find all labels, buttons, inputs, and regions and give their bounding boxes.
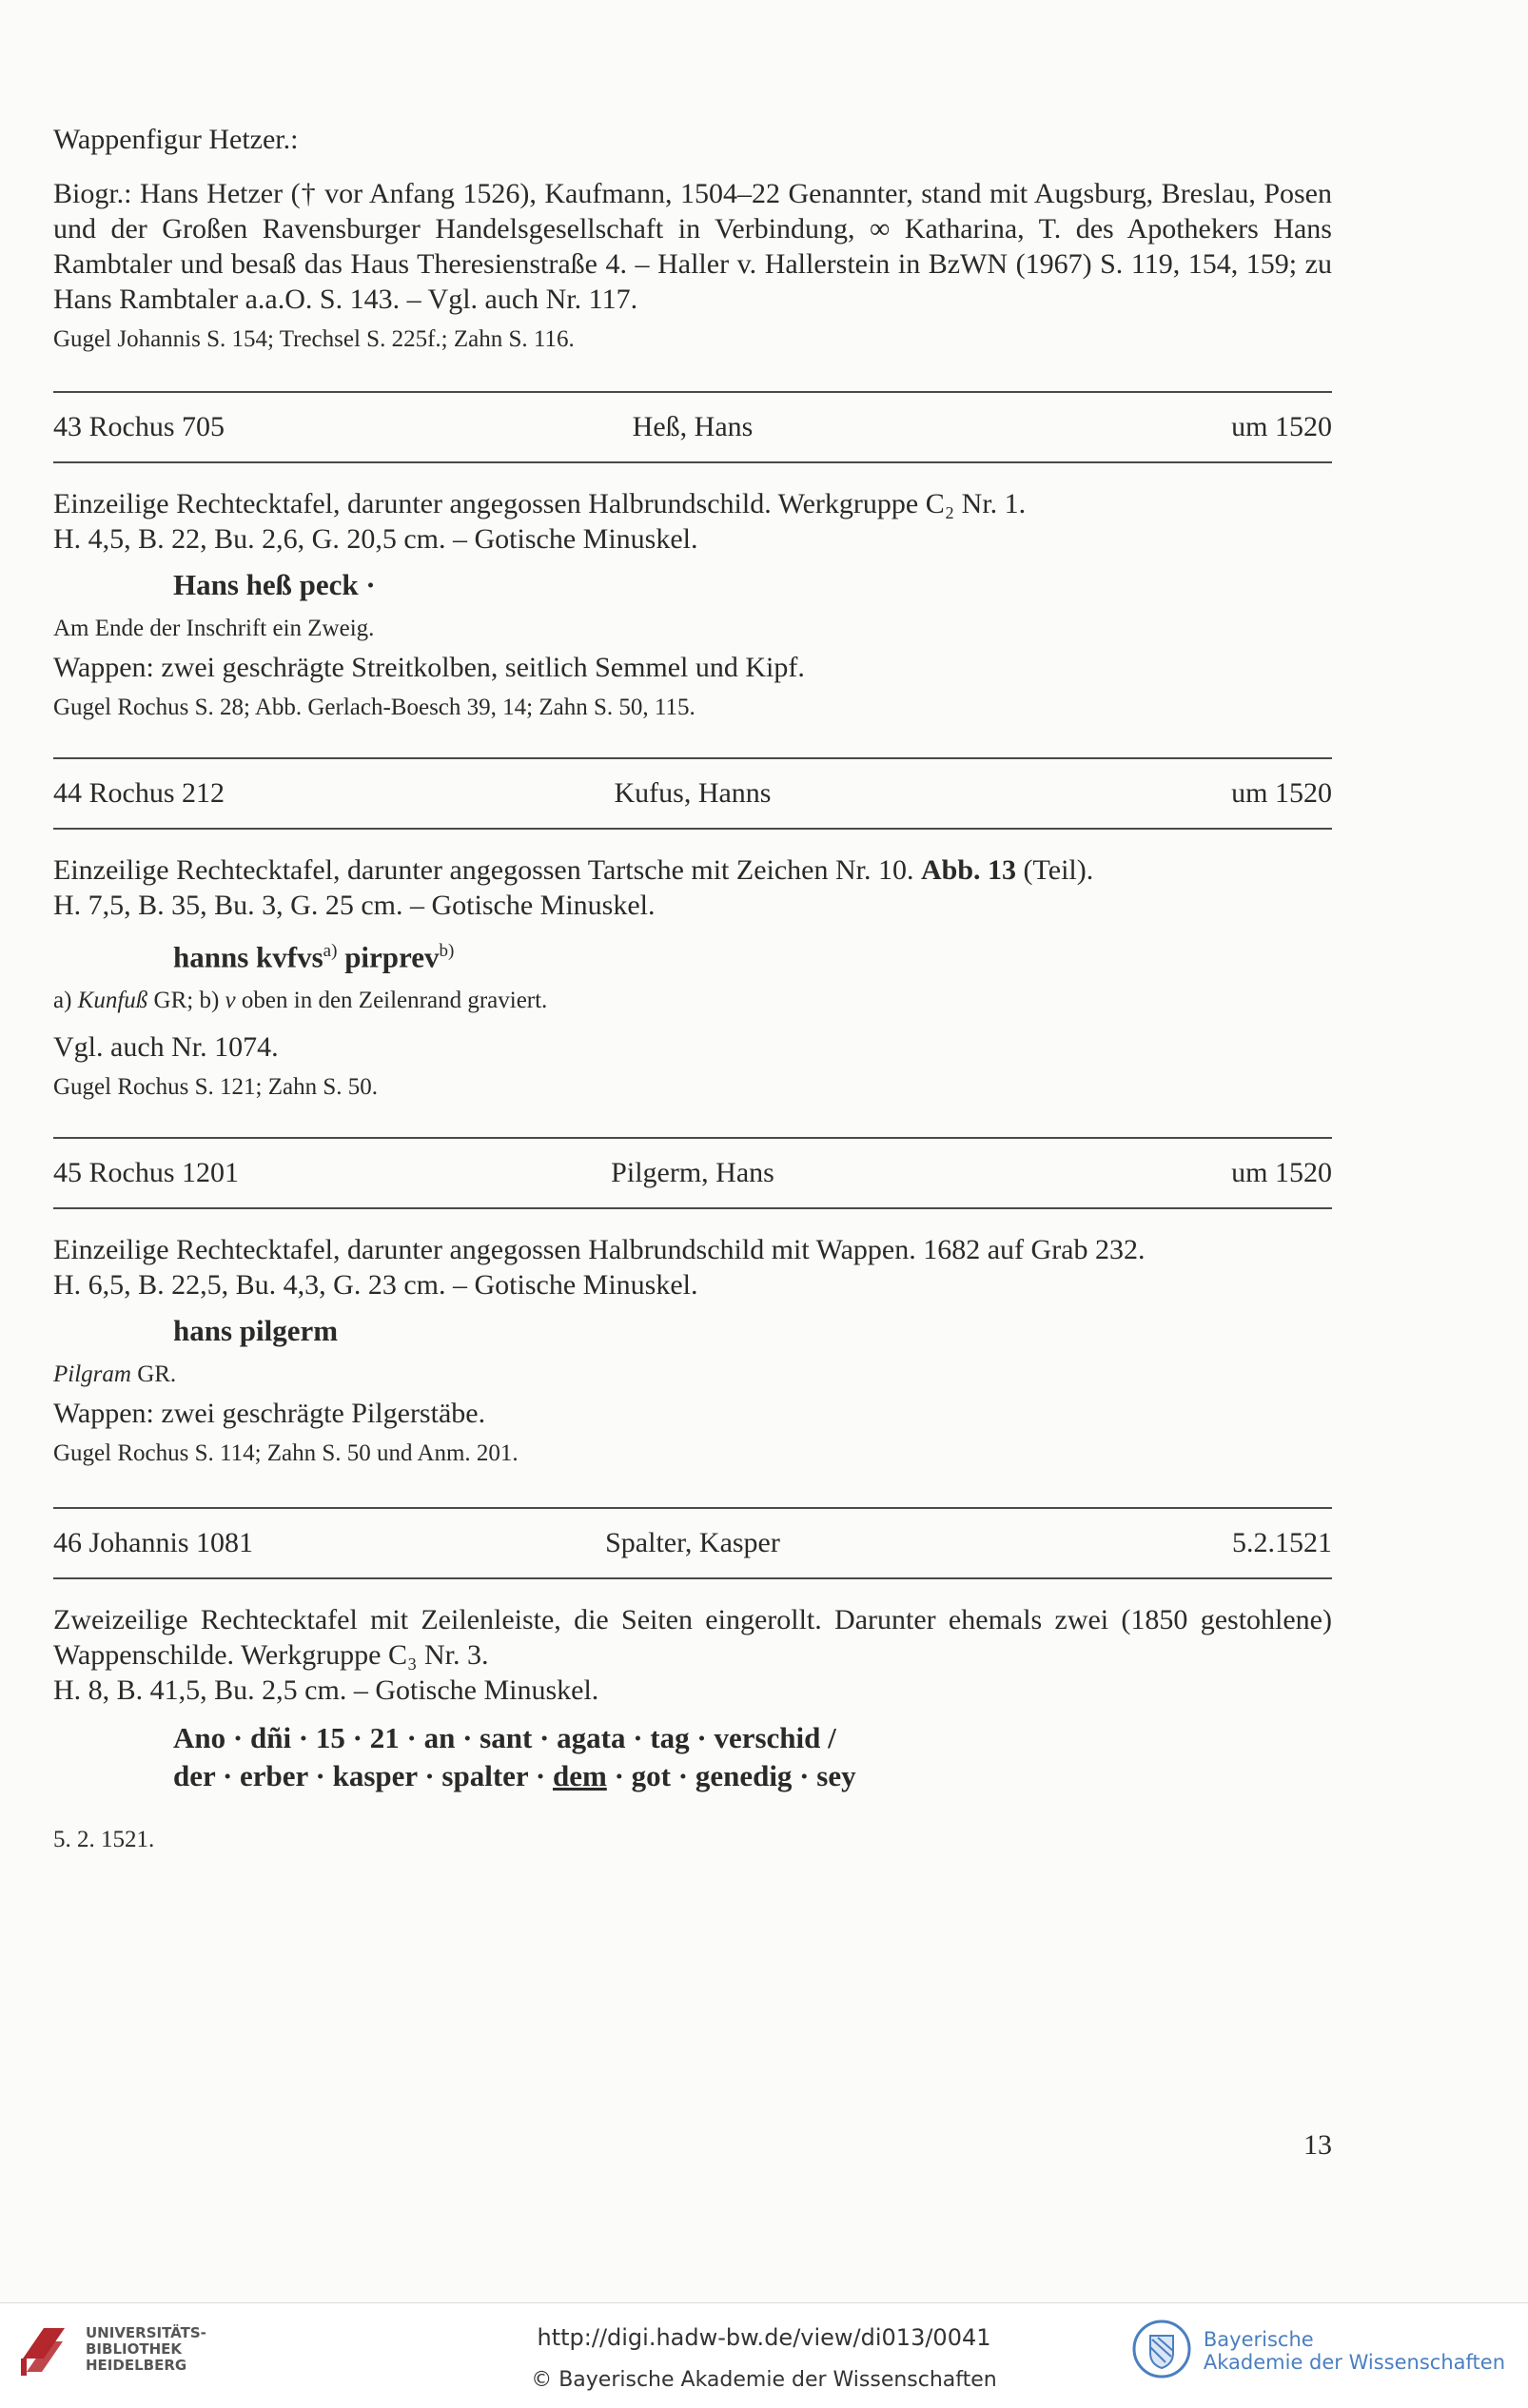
page-number: 13 [1303,2129,1332,2161]
page-content [53,122,1332,1855]
viewer-footer [0,2302,1528,2408]
entry-name: Kufus, Hanns [614,777,772,809]
entry-description: Einzeilige Rechtecktafel, darunter angegossen Tartsche mit Zeichen Nr. 10. Abb. 13 (Teil). [53,854,1094,886]
entry-description: Einzeilige Rechtecktafel, darunter angegossen Halbrundschild mit Wappen. 1682 auf Grab 232. [53,1234,1146,1266]
entry-dimensions: H. 8, B. 41,5, Bu. 2,5 cm. – Gotische Minuskel. [53,1674,599,1707]
entry-coat-of-arms: Wappen: zwei geschrägte Streitkolben, seitlich Semmel und Kipf. [53,652,805,683]
intro-biography: Biogr.: Hans Hetzer († vor Anfang 1526), Kaufmann, 1504–22 Genannter, stand mit Augsburg, Breslau, Posen und der Großen Ravensburger Handelsgesellschaft in Verbindung, ∞ Katharina, T. des Apothekers Hans Rambtaler und besaß das Haus Theresienstraße 4. – Haller v. Hallerstein in BzWN (1967) S. 119, 154, 159; zu Hans Rambtaler a.a.O. S. 143. – Vgl. auch Nr. 117. [53,178,1332,315]
intro-heading: Wappenfigur Hetzer.: [53,124,299,155]
entry-date: um 1520 [1231,1157,1332,1189]
entry-inscription: hans pilgerm [173,1314,339,1348]
entry-date-note: 5. 2. 1521. [53,1827,155,1853]
intro-references: Gugel Johannis S. 154; Trechsel S. 225f.; Zahn S. 116. [53,326,575,352]
entry-name: Heß, Hans [632,411,754,442]
entry-description: Zweizeilige Rechtecktafel mit Zeilenleiste, die Seiten eingerollt. Darunter ehemals zwei (1850 gestohlene) Wappenschilde. Werkgruppe C₃ Nr. 3. [53,1604,1332,1672]
permalink-url[interactable]: http://digi.hadw-bw.de/view/di013/0041 [537,2324,991,2351]
entry-name: Pilgerm, Hans [611,1157,774,1189]
figure-reference: Abb. 13 [921,854,1017,886]
entry-inscription-line-2: der · erber · kasper · spalter · dem · got · genedig · sey [173,1759,856,1793]
entry-number-location: 46 Johannis 1081 [53,1527,253,1559]
entry-cross-reference: Vgl. auch Nr. 1074. [53,1031,279,1064]
badw-text: Bayerische Akademie der Wissenschaften [1203,2328,1505,2374]
entry-dimensions: H. 7,5, B. 35, Bu. 3, G. 25 cm. – Gotische Minuskel. [53,890,656,921]
entry-inscription: hanns kvfvs$^{a)}$ pirprev$^{b)}$ [173,940,455,974]
entry-name: Spalter, Kasper [605,1527,780,1559]
entry-date: 5.2.1521 [1232,1527,1332,1559]
entry-note: Am Ende der Inschrift ein Zweig. [53,616,375,641]
entry-note: Pilgram GR. [53,1361,177,1388]
entry-references: Gugel Rochus S. 114; Zahn S. 50 und Anm. 201. [53,1440,519,1467]
entry-number-location: 43 Rochus 705 [53,411,225,442]
entry-coat-of-arms: Wappen: zwei geschrägte Pilgerstäbe. [53,1398,486,1430]
entry-footnotes: a) Kunfuß GR; b) v oben in den Zeilenrand graviert. [53,988,548,1014]
ub-heidelberg-text: UNIVERSITÄTS- BIBLIOTHEK HEIDELBERG [86,2323,206,2374]
entry-dimensions: H. 6,5, B. 22,5, Bu. 4,3, G. 23 cm. – Gotische Minuskel. [53,1269,698,1302]
bavarian-crest-icon [1131,2319,1192,2383]
entry-inscription: Hans heß peck · [173,568,376,601]
entry-number-location: 45 Rochus 1201 [53,1157,239,1189]
entry-references: Gugel Rochus S. 121; Zahn S. 50. [53,1074,378,1101]
entry-45-header [53,1137,1332,1209]
entry-dimensions: H. 4,5, B. 22, Bu. 2,6, G. 20,5 cm. – Gotische Minuskel. [53,523,698,555]
entry-description: Einzeilige Rechtecktafel, darunter angegossen Halbrundschild. Werkgruppe C₂ Nr. 1. [53,488,1027,519]
entry-number-location: 44 Rochus 212 [53,777,225,809]
entry-inscription-line-1: Ano · dñi · 15 · 21 · an · sant · agata · tag · verschid / [173,1721,836,1755]
entry-46-header [53,1507,1332,1579]
badw-branding[interactable] [1131,2319,1505,2383]
entry-44-header [53,757,1332,830]
entry-43-header [53,391,1332,463]
entry-date: um 1520 [1231,777,1332,809]
copyright-notice: © Bayerische Akademie der Wissenschaften [531,2368,997,2392]
entry-references: Gugel Rochus S. 28; Abb. Gerlach-Boesch 39, 14; Zahn S. 50, 115. [53,695,695,720]
entry-date: um 1520 [1231,411,1332,442]
